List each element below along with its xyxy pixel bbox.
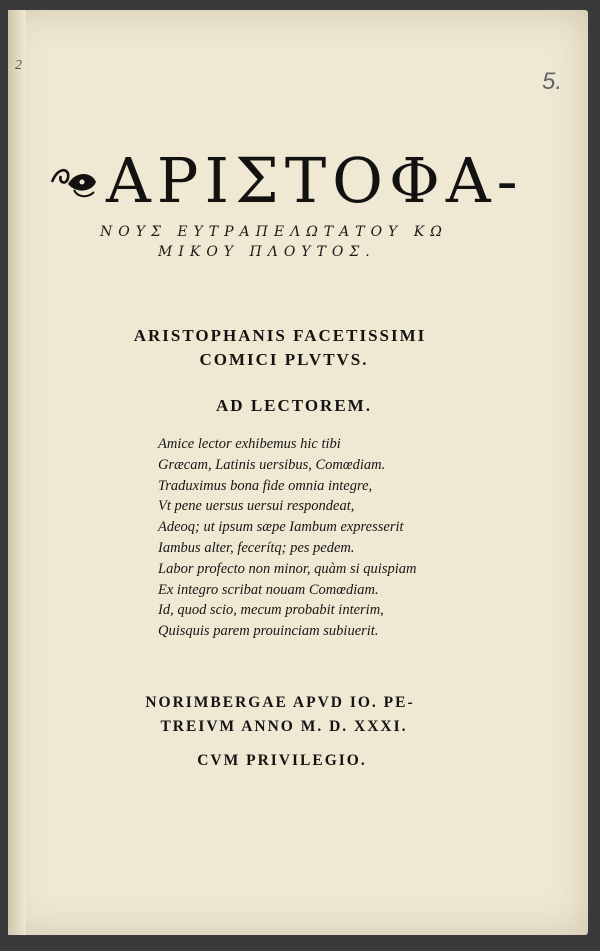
greek-subtitle-line-1: ΝΟΥΣ ΕΥΤΡΑΠΕΛΩΤΑΤΟΥ ΚΩ: [100, 224, 448, 240]
folio-number: 5.: [541, 68, 562, 95]
greek-subtitle-line-2: ΜΙΚΟΥ ΠΛΟΥΤΟΣ.: [158, 244, 376, 260]
latin-title-line-1: ARISTOPHANIS FACETISSIMI: [133, 326, 427, 345]
poem-line: Id, quod scio, mecum probabit interim,: [158, 602, 384, 619]
poem-line: Ex integro scribat nouam Comœdiam.: [158, 581, 379, 598]
poem-line: Adeoq; ut ipsum sæpe Iambum expresserit: [158, 519, 404, 536]
page-gutter: [8, 10, 26, 935]
imprint-line-1: NORIMBERGAE APVD IO. PE-: [145, 694, 415, 711]
section-heading: AD LECTOREM.: [216, 396, 372, 415]
privilege-notice: CVM PRIVILEGIO.: [197, 752, 367, 769]
corner-mark: 2: [15, 58, 22, 73]
poem-line: Vt pene uersus uersui respondeat,: [158, 498, 355, 515]
fleuron-ornament-icon: [48, 160, 100, 200]
poem-line: Quisquis parem prouinciam subiuerit.: [158, 623, 379, 640]
poem-line: Traduximus bona fide omnia integre,: [158, 477, 373, 494]
poem-line: Iambus alter, fecerítq; pes pedem.: [158, 539, 355, 556]
dedicatory-poem: [158, 434, 538, 642]
poem-line: Amice lector exhibemus hic tibi: [158, 436, 341, 452]
title-block: [48, 144, 528, 230]
imprint-line-2: TREIVM ANNO M. D. XXXI.: [160, 718, 408, 735]
latin-title-line-2: COMICI PLVTVS.: [199, 350, 369, 369]
book-page: [8, 10, 588, 935]
poem-line: Labor profecto non minor, quàm si quispiam: [158, 560, 417, 577]
greek-title: ΑΡΙΣΤΟΦΑ-: [106, 144, 524, 217]
poem-line: Græcam, Latinis uersibus, Comœdiam.: [158, 456, 386, 473]
